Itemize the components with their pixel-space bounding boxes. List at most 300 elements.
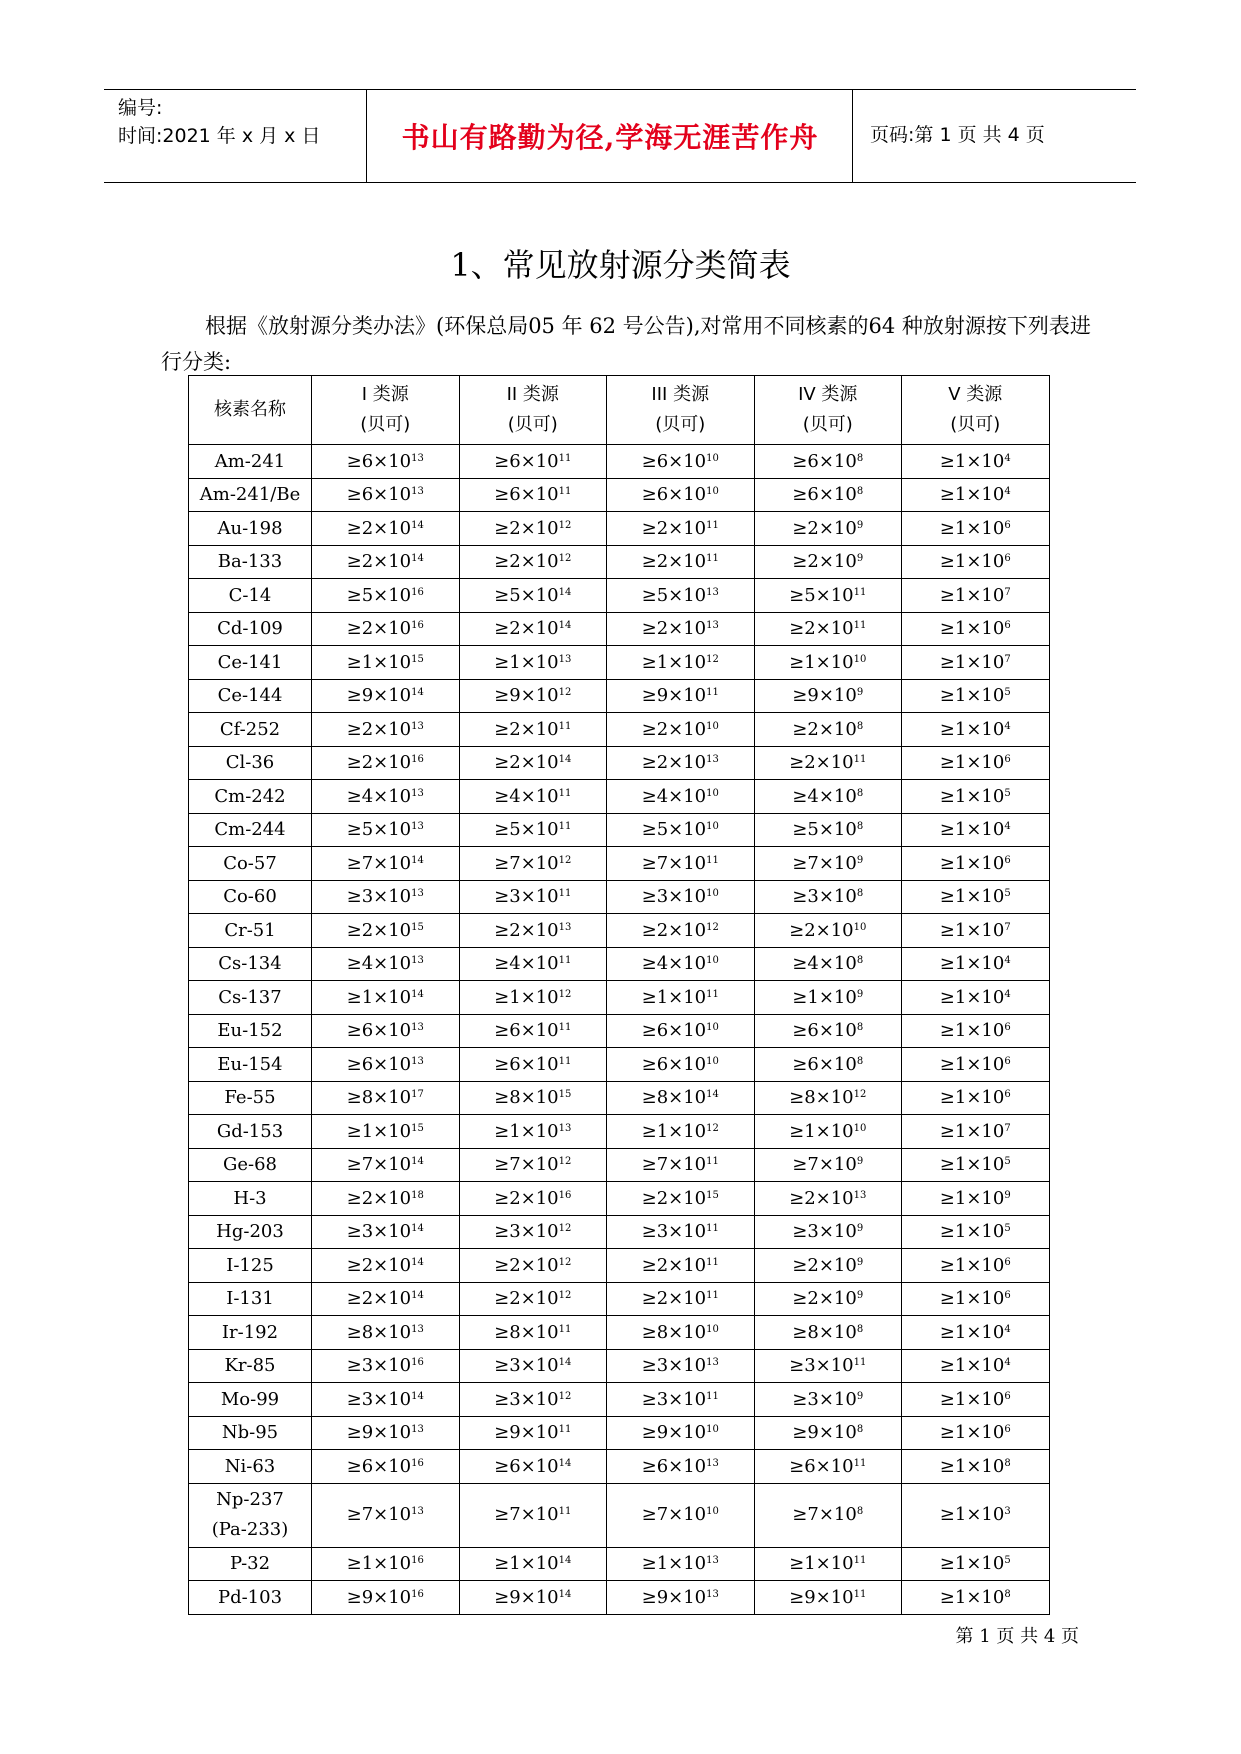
header-motto: 书山有路勤为径,学海无涯苦作舟: [401, 121, 819, 154]
activity-exponent: 13: [411, 787, 424, 799]
activity-exponent: 11: [706, 1256, 719, 1268]
nuclide-cell: [189, 1581, 312, 1615]
nuclide-cell: [189, 1182, 312, 1216]
activity-cell: [902, 1483, 1050, 1547]
activity-base: ≥1×10: [939, 484, 1005, 506]
activity-cell: [312, 880, 460, 914]
activity-cell: [459, 813, 607, 847]
nuclide-cell: [189, 1081, 312, 1115]
nuclide-name: H-3: [233, 1187, 267, 1209]
activity-base: ≥2×10: [789, 618, 854, 640]
activity-base: ≥6×10: [641, 1020, 707, 1042]
nuclide-cell: [189, 1249, 312, 1283]
activity-exponent: 16: [411, 586, 424, 598]
activity-exponent: 12: [558, 1290, 572, 1302]
column-unit: (贝可): [655, 414, 706, 435]
table-row: [189, 579, 1050, 613]
activity-base: ≥9×10: [792, 685, 857, 707]
activity-exponent: 5: [1004, 888, 1011, 900]
activity-cell: [312, 1349, 460, 1383]
activity-cell: [754, 1383, 902, 1417]
source-classification-table: [188, 375, 1050, 1615]
activity-exponent: 13: [706, 754, 719, 766]
activity-exponent: 9: [856, 854, 864, 866]
activity-base: ≥5×10: [789, 584, 854, 606]
activity-cell: [902, 981, 1050, 1015]
activity-exponent: 13: [706, 1588, 719, 1600]
activity-base: ≥1×10: [939, 785, 1005, 807]
activity-base: ≥1×10: [641, 1553, 707, 1575]
activity-exponent: 8: [856, 888, 864, 900]
nuclide-name: Mo-99: [220, 1388, 280, 1410]
nuclide-name: Ce-141: [217, 651, 283, 673]
activity-exponent: 11: [706, 988, 719, 1000]
activity-base: ≥2×10: [346, 517, 412, 539]
activity-base: ≥2×10: [641, 919, 707, 941]
activity-exponent: 9: [856, 1290, 864, 1302]
activity-base: ≥5×10: [494, 584, 559, 606]
activity-cell: [754, 1547, 902, 1581]
nuclide-name: Eu-154: [217, 1053, 283, 1075]
activity-cell: [459, 646, 607, 680]
activity-cell: [754, 478, 902, 512]
table-row: [189, 445, 1050, 479]
activity-exponent: 15: [706, 1189, 719, 1201]
activity-cell: [754, 512, 902, 546]
table-body: [189, 445, 1050, 1615]
activity-cell: [607, 1249, 755, 1283]
activity-exponent: 11: [558, 1055, 572, 1067]
nuclide-name: Ir-192: [221, 1321, 279, 1343]
activity-base: ≥6×10: [494, 1053, 559, 1075]
column-header-1: [312, 376, 460, 445]
column-name: II 类源: [506, 384, 559, 405]
table-row: [189, 1148, 1050, 1182]
activity-cell: [607, 981, 755, 1015]
activity-base: ≥6×10: [641, 1455, 707, 1477]
activity-base: ≥9×10: [346, 1586, 412, 1608]
activity-cell: [607, 1148, 755, 1182]
activity-cell: [754, 1014, 902, 1048]
table-row: [189, 646, 1050, 680]
activity-exponent: 14: [411, 553, 424, 565]
header-page-label: 页码:第 1 页 共 4 页: [870, 124, 1045, 146]
activity-exponent: 9: [856, 1156, 864, 1168]
activity-exponent: 11: [558, 720, 572, 732]
activity-exponent: 10: [706, 720, 719, 732]
activity-exponent: 11: [558, 486, 572, 498]
activity-base: ≥9×10: [494, 1586, 559, 1608]
activity-exponent: 10: [706, 1055, 719, 1067]
activity-exponent: 4: [1004, 955, 1011, 967]
activity-cell: [902, 1547, 1050, 1581]
column-unit: (贝可): [802, 414, 853, 435]
activity-exponent: 15: [411, 653, 424, 665]
activity-cell: [459, 445, 607, 479]
nuclide-cell: [189, 1048, 312, 1082]
nuclide-cell: [189, 445, 312, 479]
activity-cell: [754, 612, 902, 646]
activity-base: ≥6×10: [346, 1020, 412, 1042]
activity-exponent: 5: [1004, 787, 1011, 799]
activity-cell: [459, 1547, 607, 1581]
nuclide-cell: [189, 612, 312, 646]
activity-exponent: 12: [853, 1089, 867, 1101]
activity-cell: [607, 1048, 755, 1082]
activity-exponent: 15: [411, 921, 424, 933]
activity-exponent: 8: [856, 1323, 864, 1335]
nuclide-cell: [189, 1383, 312, 1417]
activity-base: ≥6×10: [346, 1053, 412, 1075]
activity-base: ≥9×10: [346, 1422, 412, 1444]
nuclide-cell: [189, 713, 312, 747]
activity-cell: [607, 914, 755, 948]
activity-exponent: 11: [706, 1390, 719, 1402]
activity-cell: [312, 1383, 460, 1417]
activity-cell: [754, 981, 902, 1015]
nuclide-cell: [189, 780, 312, 814]
activity-base: ≥4×10: [346, 953, 412, 975]
activity-exponent: 8: [856, 452, 864, 464]
activity-base: ≥7×10: [641, 1504, 707, 1525]
activity-base: ≥4×10: [346, 785, 412, 807]
activity-exponent: 12: [558, 1256, 572, 1268]
activity-exponent: 4: [1004, 452, 1011, 464]
activity-cell: [312, 847, 460, 881]
table-row: [189, 1282, 1050, 1316]
activity-exponent: 14: [411, 1390, 424, 1402]
activity-cell: [312, 478, 460, 512]
activity-cell: [902, 1249, 1050, 1283]
activity-exponent: 13: [411, 1506, 424, 1517]
activity-base: ≥2×10: [346, 1187, 412, 1209]
nuclide-name: C-14: [228, 584, 272, 606]
table-row: [189, 880, 1050, 914]
activity-cell: [312, 512, 460, 546]
activity-base: ≥3×10: [494, 1388, 559, 1410]
activity-base: ≥7×10: [792, 852, 857, 874]
activity-exponent: 14: [411, 519, 424, 531]
nuclide-cell: [189, 947, 312, 981]
activity-cell: [459, 679, 607, 713]
activity-cell: [754, 1282, 902, 1316]
activity-base: ≥1×10: [641, 986, 707, 1008]
activity-cell: [459, 1048, 607, 1082]
activity-base: ≥4×10: [641, 953, 707, 975]
activity-exponent: 8: [856, 1055, 864, 1067]
activity-cell: [312, 445, 460, 479]
activity-exponent: 13: [853, 1189, 867, 1201]
activity-cell: [459, 1081, 607, 1115]
activity-cell: [312, 1416, 460, 1450]
activity-exponent: 9: [856, 553, 864, 565]
activity-exponent: 15: [558, 1089, 572, 1101]
activity-cell: [607, 512, 755, 546]
activity-exponent: 12: [558, 988, 572, 1000]
nuclide-name: I-125: [226, 1254, 274, 1276]
activity-base: ≥2×10: [346, 618, 412, 640]
activity-cell: [312, 646, 460, 680]
table-row: [189, 1014, 1050, 1048]
activity-base: ≥1×10: [939, 651, 1005, 673]
nuclide-name: Np-237: [216, 1489, 284, 1510]
nuclide-cell: [189, 1450, 312, 1484]
activity-base: ≥1×10: [939, 1422, 1005, 1444]
activity-cell: [459, 914, 607, 948]
activity-cell: [902, 1282, 1050, 1316]
activity-exponent: 14: [411, 1156, 424, 1168]
activity-cell: [607, 1349, 755, 1383]
nuclide-name: Cd-109: [217, 618, 283, 640]
activity-exponent: 11: [706, 553, 719, 565]
nuclide-cell: [189, 981, 312, 1015]
activity-base: ≥9×10: [641, 1586, 707, 1608]
activity-exponent: 11: [558, 452, 572, 464]
activity-base: ≥1×10: [939, 1154, 1005, 1176]
activity-exponent: 13: [411, 720, 424, 732]
nuclide-name: P-32: [229, 1553, 271, 1575]
activity-exponent: 10: [853, 1122, 867, 1134]
activity-cell: [607, 1450, 755, 1484]
nuclide-name: Fe-55: [224, 1087, 276, 1109]
nuclide-cell: [189, 914, 312, 948]
activity-base: ≥1×10: [939, 1553, 1005, 1575]
activity-exponent: 13: [706, 1555, 719, 1567]
column-name: IV 类源: [798, 384, 858, 405]
activity-cell: [607, 1581, 755, 1615]
activity-base: ≥9×10: [346, 685, 412, 707]
activity-base: ≥2×10: [789, 919, 854, 941]
activity-exponent: 10: [706, 1506, 719, 1517]
activity-base: ≥1×10: [939, 819, 1005, 841]
activity-cell: [902, 1182, 1050, 1216]
activity-exponent: 14: [411, 854, 424, 866]
activity-cell: [312, 813, 460, 847]
activity-cell: [754, 1081, 902, 1115]
nuclide-name: Cf-252: [219, 718, 281, 740]
activity-cell: [754, 679, 902, 713]
activity-base: ≥8×10: [346, 1321, 412, 1343]
activity-base: ≥2×10: [346, 1288, 412, 1310]
table-row: [189, 478, 1050, 512]
activity-cell: [459, 1450, 607, 1484]
table-row: [189, 1081, 1050, 1115]
activity-cell: [902, 1581, 1050, 1615]
nuclide-cell: [189, 646, 312, 680]
nuclide-name: I-131: [226, 1288, 274, 1310]
activity-base: ≥5×10: [346, 584, 412, 606]
table-row: [189, 947, 1050, 981]
activity-cell: [459, 1249, 607, 1283]
nuclide-name: Ce-144: [217, 685, 283, 707]
activity-exponent: 4: [1004, 486, 1011, 498]
activity-base: ≥7×10: [792, 1154, 857, 1176]
activity-base: ≥3×10: [494, 1355, 559, 1377]
activity-base: ≥2×10: [641, 1187, 707, 1209]
activity-exponent: 11: [706, 854, 719, 866]
activity-exponent: 11: [853, 1457, 867, 1469]
activity-exponent: 7: [1004, 653, 1011, 665]
activity-base: ≥2×10: [494, 1254, 559, 1276]
activity-cell: [607, 1081, 755, 1115]
nuclide-name: Ni-63: [224, 1455, 276, 1477]
nuclide-name: Co-60: [223, 886, 277, 908]
activity-cell: [902, 646, 1050, 680]
table-row: [189, 1182, 1050, 1216]
activity-cell: [902, 947, 1050, 981]
table-row: [189, 612, 1050, 646]
activity-base: ≥7×10: [346, 1154, 412, 1176]
activity-base: ≥6×10: [346, 484, 412, 506]
activity-exponent: 13: [411, 1424, 424, 1436]
activity-base: ≥1×10: [939, 752, 1005, 774]
activity-cell: [459, 880, 607, 914]
nuclide-cell: [189, 1416, 312, 1450]
activity-exponent: 8: [856, 821, 864, 833]
activity-cell: [312, 1215, 460, 1249]
activity-exponent: 6: [1004, 1055, 1011, 1067]
activity-exponent: 11: [706, 1156, 719, 1168]
table-row: [189, 981, 1050, 1015]
activity-cell: [902, 1048, 1050, 1082]
activity-base: ≥1×10: [939, 450, 1005, 472]
activity-base: ≥1×10: [346, 1553, 412, 1575]
activity-cell: [902, 445, 1050, 479]
nuclide-cell: [189, 1215, 312, 1249]
nuclide-name: Am-241/Be: [199, 484, 301, 506]
column-name: 核素名称: [214, 399, 286, 420]
activity-base: ≥2×10: [494, 919, 559, 941]
activity-base: ≥2×10: [641, 618, 707, 640]
activity-exponent: 9: [856, 1256, 864, 1268]
activity-base: ≥3×10: [792, 1221, 857, 1243]
activity-cell: [607, 646, 755, 680]
activity-exponent: 10: [706, 1022, 719, 1034]
activity-base: ≥2×10: [346, 919, 412, 941]
activity-base: ≥3×10: [792, 886, 857, 908]
activity-exponent: 16: [558, 1189, 572, 1201]
nuclide-cell: [189, 1115, 312, 1149]
activity-exponent: 8: [856, 1506, 864, 1517]
activity-exponent: 13: [411, 888, 424, 900]
activity-cell: [754, 445, 902, 479]
table-row: [189, 1316, 1050, 1350]
activity-exponent: 11: [853, 1357, 867, 1369]
activity-exponent: 6: [1004, 1424, 1011, 1436]
activity-cell: [607, 545, 755, 579]
activity-exponent: 6: [1004, 620, 1011, 632]
activity-exponent: 5: [1004, 1223, 1011, 1235]
activity-cell: [459, 1282, 607, 1316]
nuclide-cell: [189, 1014, 312, 1048]
activity-base: ≥2×10: [641, 1254, 707, 1276]
activity-base: ≥7×10: [641, 1154, 707, 1176]
column-header-4: [754, 376, 902, 445]
activity-cell: [902, 1115, 1050, 1149]
activity-exponent: 7: [1004, 1122, 1011, 1134]
activity-exponent: 14: [411, 1290, 424, 1302]
activity-base: ≥2×10: [346, 718, 412, 740]
activity-cell: [459, 1182, 607, 1216]
table-row: [189, 1349, 1050, 1383]
activity-exponent: 10: [706, 452, 719, 464]
activity-cell: [754, 847, 902, 881]
activity-base: ≥1×10: [346, 1120, 412, 1142]
column-unit: (贝可): [950, 414, 1001, 435]
activity-base: ≥5×10: [792, 819, 857, 841]
activity-cell: [754, 1148, 902, 1182]
activity-exponent: 8: [856, 955, 864, 967]
nuclide-name: Pd-103: [217, 1586, 283, 1608]
activity-cell: [312, 780, 460, 814]
activity-cell: [902, 880, 1050, 914]
activity-base: ≥3×10: [789, 1355, 854, 1377]
activity-cell: [312, 981, 460, 1015]
activity-cell: [607, 1282, 755, 1316]
activity-exponent: 14: [558, 1588, 572, 1600]
activity-base: ≥2×10: [792, 1288, 857, 1310]
activity-cell: [902, 746, 1050, 780]
nuclide-cell: [189, 579, 312, 613]
table-row: [189, 780, 1050, 814]
nuclide-cell: [189, 545, 312, 579]
activity-exponent: 12: [558, 553, 572, 565]
column-unit: (贝可): [360, 414, 411, 435]
activity-base: ≥8×10: [494, 1087, 559, 1109]
activity-exponent: 10: [706, 1323, 719, 1335]
activity-base: ≥7×10: [792, 1504, 857, 1525]
activity-cell: [312, 1249, 460, 1283]
activity-cell: [607, 1483, 755, 1547]
activity-cell: [459, 478, 607, 512]
activity-exponent: 11: [706, 1290, 719, 1302]
nuclide-name: Au-198: [217, 517, 283, 539]
activity-base: ≥1×10: [346, 986, 412, 1008]
activity-exponent: 12: [558, 854, 572, 866]
activity-exponent: 11: [706, 519, 719, 531]
activity-cell: [459, 981, 607, 1015]
activity-exponent: 16: [411, 754, 424, 766]
activity-base: ≥2×10: [792, 551, 857, 573]
activity-base: ≥3×10: [346, 1355, 412, 1377]
activity-cell: [754, 1483, 902, 1547]
table-row: [189, 914, 1050, 948]
table-header-row: [189, 376, 1050, 445]
activity-exponent: 6: [1004, 1022, 1011, 1034]
table-row: [189, 1249, 1050, 1283]
activity-cell: [312, 579, 460, 613]
activity-cell: [754, 1349, 902, 1383]
activity-exponent: 10: [706, 955, 719, 967]
activity-base: ≥7×10: [346, 852, 412, 874]
activity-base: ≥2×10: [494, 752, 559, 774]
activity-exponent: 4: [1004, 720, 1011, 732]
number-label: 编号:: [118, 97, 163, 119]
activity-base: ≥6×10: [494, 450, 559, 472]
activity-base: ≥3×10: [641, 886, 707, 908]
activity-cell: [607, 445, 755, 479]
table-row: [189, 1581, 1050, 1615]
activity-cell: [607, 612, 755, 646]
activity-exponent: 8: [856, 1022, 864, 1034]
activity-cell: [754, 579, 902, 613]
activity-base: ≥2×10: [641, 752, 707, 774]
table-row: [189, 1215, 1050, 1249]
activity-base: ≥7×10: [494, 1154, 559, 1176]
activity-base: ≥6×10: [792, 1020, 857, 1042]
activity-cell: [312, 713, 460, 747]
table-row: [189, 512, 1050, 546]
